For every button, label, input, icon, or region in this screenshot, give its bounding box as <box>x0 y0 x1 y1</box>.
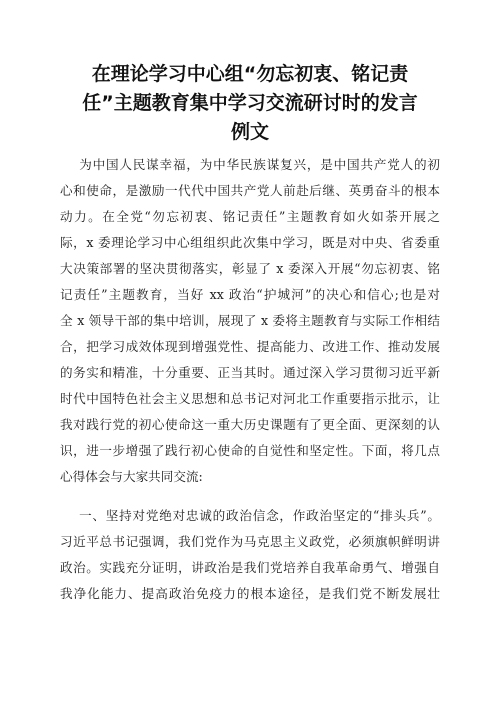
text-line: 全 x 领导干部的集中培训，展现了 x 委将主题教育与实际工作相结 <box>60 313 440 328</box>
document-body <box>60 152 440 607</box>
title-line: 在理论学习中心组“勿忘初衷、铭记责 <box>91 63 409 85</box>
text-line: 合，把学习成效体现到增强党性、提高能力、改进工作、推动发展 <box>60 339 440 354</box>
paragraph-gap <box>60 490 440 503</box>
paragraph-section-one <box>60 503 440 607</box>
text-line: 识，进一步增强了践行初心使命的自觉性和坚定性。下面，将几点 <box>60 443 440 458</box>
text-line: 心和使命，是激励一代代中国共产党人前赴后继、英勇奋斗的根本 <box>60 183 440 198</box>
text-line: 为中国人民谋幸福，为中华民族谋复兴，是中国共产党人的初 <box>60 157 440 172</box>
text-line: 际，x 委理论学习中心组组织此次集中学习，既是对中央、省委重 <box>60 235 440 250</box>
text-line: 一、坚持对党绝对忠诚的政治信念，作政治坚定的“排头兵”。 <box>60 508 440 523</box>
paragraph-intro <box>60 152 440 490</box>
title-line: 任”主题教育集中学习交流研讨时的发言 <box>82 92 418 114</box>
text-line: 政治。实践充分证明，讲政治是我们党培养自我革命勇气、增强自 <box>60 560 440 575</box>
text-line: 动力。在全党“勿忘初衷、铭记责任”主题教育如火如荼开展之 <box>60 209 440 224</box>
text-line: 我对践行党的初心使命这一重大历史课题有了更全面、更深刻的认 <box>60 417 440 432</box>
text-line: 习近平总书记强调，我们党作为马克思主义政党，必须旗帜鲜明讲 <box>60 534 440 549</box>
text-line: 时代中国特色社会主义思想和总书记对河北工作重要指示批示，让 <box>60 391 440 406</box>
document-title <box>70 60 430 147</box>
text-line: 的务实和精准，十分重要、正当其时。通过深入学习贯彻习近平新 <box>60 365 440 380</box>
text-line: 我净化能力、提高政治免疫力的根本途径，是我们党不断发展壮 <box>60 586 440 601</box>
text-line: 记责任”主题教育，当好 xx 政治“护城河”的决心和信心;也是对 <box>60 287 440 302</box>
title-line: 例文 <box>230 121 269 143</box>
text-line: 心得体会与大家共同交流: <box>60 469 203 484</box>
text-line: 大决策部署的坚决贯彻落实，彰显了 x 委深入开展“勿忘初衷、铭 <box>60 261 440 276</box>
